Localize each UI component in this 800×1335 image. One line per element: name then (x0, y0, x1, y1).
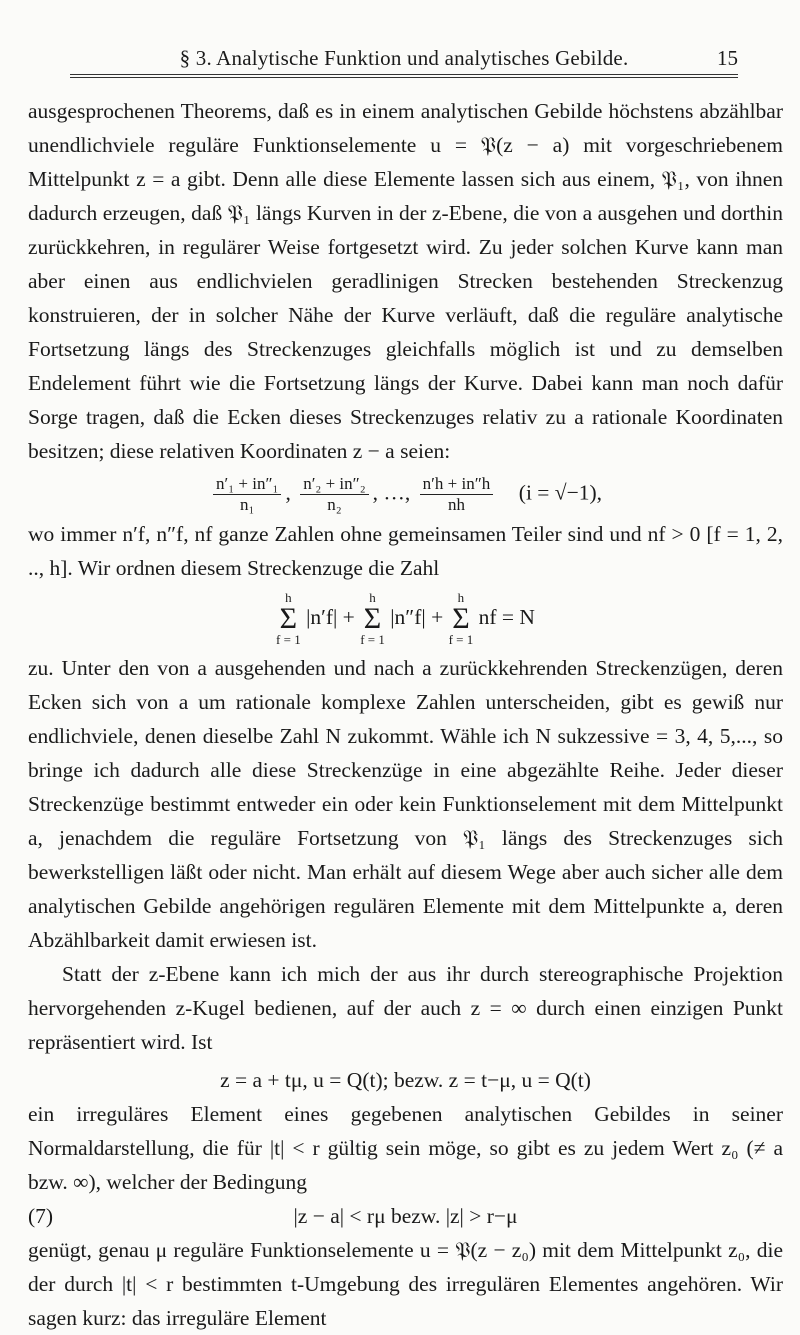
sum-1-bottom: f = 1 (276, 632, 301, 647)
fraction-h-numerator: n′h + in″h (420, 474, 494, 495)
sum-symbol-3: h Σ f = 1 (448, 590, 474, 647)
sum-2-bottom: f = 1 (360, 632, 385, 647)
sum-term-3: nf = N (478, 604, 535, 629)
coordinates-formula: $\frac{\text{n′₁ + in″₁}}{\text{n₁}}$ , $\frac{\text{n′₂ + in″₂}}{\text{n₂}}$ , …, $\frac{n'h + in''h}{nh}$ (i = √−1), (28, 474, 783, 515)
sum-term-1: |n′f| + (306, 604, 355, 629)
paragraph-3: zu. Unter den von a ausgehenden und nach a zurückkehrenden Streckenzügen, deren Ecken sich von a um rationale komplexe Zahlen unterscheiden, gibt es gewiß nur endlichviele, denen dieselbe Zahl N zukommt. Wähle ich N sukzessive = 3, 4, 5,..., so bringe ich dadurch alle diese Streckenzüge in eine abgezählte Reihe. Jeder dieser Streckenzüge bestimmt entweder ein oder kein Funktionselement mit dem Mittelpunkt a, jenachdem die reguläre Fortsetzung von 𝔓₁ längs des Streckenzuges sich bewerkstelligen läßt oder nicht. Man erhält auf diesem Wege aber auch sicher alle dem analytischen Gebilde angehörigen regulären Elemente mit dem Mittelpunkte a, deren Abzählbarkeit damit erwiesen ist. (28, 656, 783, 952)
equation-7 (28, 1199, 783, 1233)
sum-3-bottom: f = 1 (448, 632, 474, 647)
equation-7-expression: |z − a| < rμ bezw. |z| > r−μ (293, 1204, 518, 1228)
paragraph-2: wo immer n′f, n″f, nf ganze Zahlen ohne gemeinsamen Teiler sind und nf > 0 [f = 1, 2, .., h]. Wir ordnen diesem Streckenzuge die Zahl (28, 522, 783, 580)
fraction-2-numerator: n′₂ + in″₂ (300, 474, 368, 495)
fraction-1 (213, 474, 281, 515)
paragraph-6: genügt, genau μ reguläre Funktionselemente u = 𝔓(z − z₀) mit dem Mittelpunkt z₀, die der durch |t| < r bestimmten t-Umgebung des irregulären Elementes angehören. Wir sagen kurz: das irreguläre Element (28, 1238, 783, 1330)
paragraph-1: ausgesprochenen Theorems, daß es in einem analytischen Gebilde höchstens abzählbar unendlichviele reguläre Funktionselemente u = 𝔓(z − a) mit vorgeschriebenem Mittelpunkt z = a gibt. Denn alle diese Elemente lassen sich aus einem, 𝔓₁, von ihnen dadurch erzeugen, daß 𝔓₁ längs Kurven in der z-Ebene, die von a ausgehen und dorthin zurückkehren, in regulärer Weise fortgesetzt wird. Zu jeder solchen Kurve kann man aber einen aus endlichvielen geradlinigen Strecken bestehenden Streckenzug konstruieren, der in solcher Nähe der Kurve verläuft, daß die reguläre analytische Fortsetzung längs des Streckenzuges gleichfalls möglich ist und zu demselben Endelement führt wie die Fortsetzung längs der Kurve. Dabei kann man noch dafür Sorge tragen, daß die Ecken dieses Streckenzuges relativ zu a rationale Koordinaten besitzen; diese relativen Koordinaten z − a seien: (28, 99, 783, 463)
fraction-1-numerator: n′₁ + in″₁ (213, 474, 281, 495)
sum-formula (28, 591, 783, 647)
sum-symbol-2: h Σ f = 1 (360, 590, 385, 647)
sum-2-top: h (369, 590, 376, 605)
paragraph-4: Statt der z-Ebene kann ich mich der aus ihr durch stereographische Projektion hervorgehenden z-Kugel bedienen, auf der auch z = ∞ durch einen einzigen Punkt repräsentiert wird. Ist (28, 962, 783, 1054)
page-number: 15 (717, 46, 738, 70)
sum-symbol-1: h Σ f = 1 (276, 590, 301, 647)
running-title: § 3. Analytische Funktion und analytisches Gebilde. (179, 46, 629, 70)
fraction-ellipsis: , …, (372, 480, 411, 505)
fraction-h-denominator: nh (447, 495, 465, 514)
fraction-2-denominator: n₂ (327, 495, 342, 514)
sum-1-top: h (285, 590, 292, 605)
body-text (28, 94, 783, 1335)
fraction-1-denominator: n₁ (240, 495, 255, 514)
z-definition-formula: z = a + tμ, u = Q(t); bezw. z = t−μ, u = Q(t) (220, 1068, 591, 1092)
fraction-2 (300, 474, 368, 515)
sum-3-top: h (457, 590, 465, 605)
imaginary-unit-note: (i = √−1), (518, 480, 603, 505)
fraction-h (420, 474, 494, 515)
sum-term-2: |n″f| + (390, 604, 444, 629)
equation-7-label: (7) (28, 1204, 54, 1228)
running-header (70, 44, 738, 75)
paragraph-5: ein irreguläres Element eines gegebenen analytischen Gebildes in seiner Normaldarstellung, die für |t| < r gültig sein möge, so gibt es zu jedem Wert z₀ (≠ a bzw. ∞), welcher der Bedingung (28, 1102, 783, 1194)
